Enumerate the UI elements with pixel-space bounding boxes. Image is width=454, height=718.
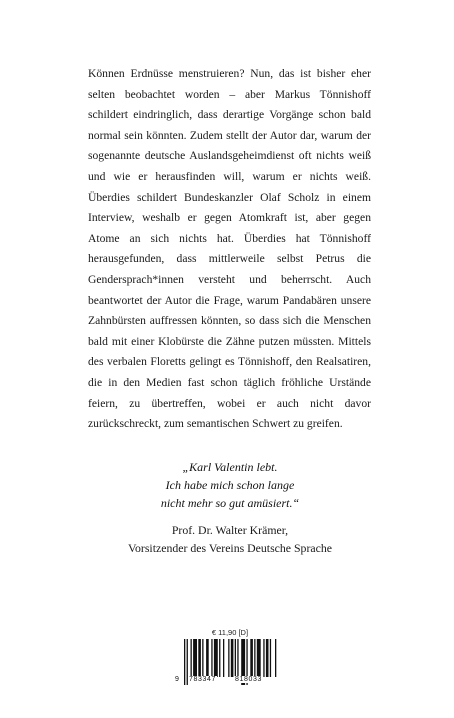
- barcode-bar: [211, 639, 212, 677]
- back-cover-blurb: Können Erdnüsse menstruieren? Nun, das ist bisher eher selten beobachtet worden – aber Markus Tönnishoff schildert eindringlich, dass derartige Vorgänge schon bald normal sein könnten. Zudem stellt der Autor dar, warum der sogenannte deutsche Auslandsgeheimdienst oft nichts weiß und wie er herausfinden will, warum er nichts weiß. Überdies schildert Bundeskanzler Olaf Scholz in einem Interview, weshalb er gegen Atomkraft ist, aber gegen Atome an sich nichts hat. Überdies hat Tönnishoff herausgefunden, dass mittlerweile selbst Petrus die Gendersprach*innen versteht und beherrscht. Auch beantwortet der Autor die Frage, warum Pandabären unsere Zahnbürsten auffressen könnten, so dass sich die Menschen bald mit einer Klobürste die Zähne putzen müssten. Mittels des verbalen Floretts gelingt es Tönnishoff, den Realsatiren, die in den Medien fast schon täglich fröhliche Urstände feiern, zu übertreffen, wobei er auch nicht davor zurückschreckt, zum semantischen Schwert zu greifen.: [88, 67, 371, 431]
- barcode-bar: [250, 639, 253, 677]
- barcode-bar: [257, 639, 261, 677]
- quote-line-2: Ich habe mich schon lange: [165, 478, 295, 492]
- barcode-bar: [228, 639, 229, 677]
- quote-line-1: „Karl Valentin lebt.: [182, 460, 278, 474]
- isbn-digits: [176, 676, 280, 686]
- isbn-first-digit: 9: [175, 676, 179, 683]
- review-quote: [60, 458, 400, 512]
- barcode-bar: [198, 639, 201, 677]
- barcode-bar: [237, 639, 238, 677]
- barcode-bar: [270, 639, 271, 677]
- barcode-bar: [263, 639, 264, 677]
- attribution-role: Vorsitzender des Vereins Deutsche Sprache: [128, 540, 332, 555]
- barcode-bar: [191, 639, 192, 677]
- isbn-right-group: 818033: [235, 676, 262, 683]
- barcode-bar: [219, 639, 220, 677]
- barcode-bar: [266, 639, 269, 677]
- barcode-bar: [223, 639, 224, 677]
- barcode-bar: [275, 639, 276, 677]
- price-label: € 11,90 [D]: [211, 628, 249, 637]
- barcode-bar: [214, 639, 218, 677]
- isbn-left-group: 783347: [189, 676, 216, 683]
- attribution-name: Prof. Dr. Walter Krämer,: [171, 523, 289, 537]
- barcode-bar: [231, 639, 234, 677]
- barcode-bar: [202, 639, 203, 677]
- barcode-bar: [235, 639, 236, 677]
- barcode-bar: [193, 639, 197, 677]
- quote-attribution: [60, 522, 400, 557]
- barcode-bar: [206, 639, 209, 677]
- quote-line-3: nicht mehr so gut amüsiert.“: [160, 496, 300, 510]
- barcode-bar: [254, 639, 255, 677]
